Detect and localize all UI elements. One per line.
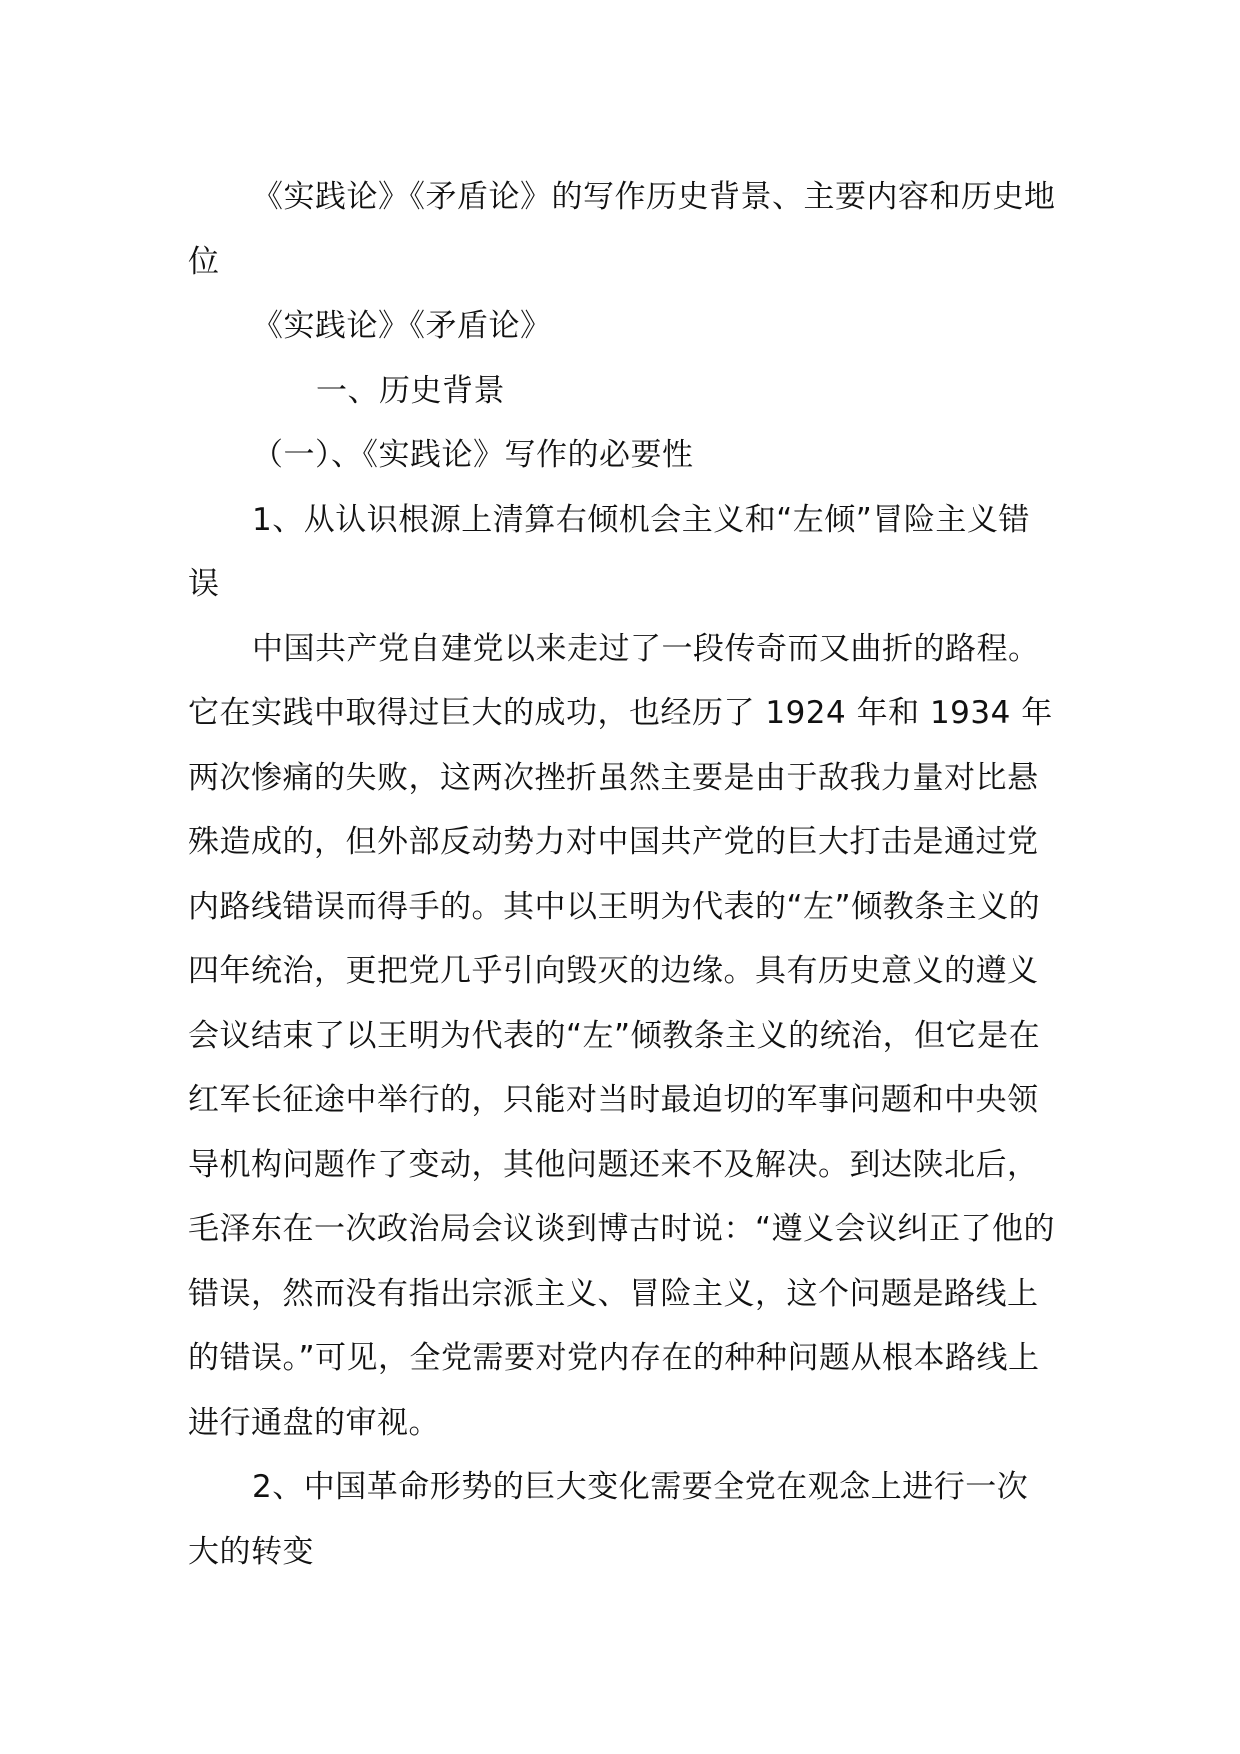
subsection-heading: （一）、《实践论》写作的必要性 xyxy=(252,437,694,473)
body-paragraph: 中国共产党自建党以来走过了一段传奇而又曲折的路程。它在实践中取得过巨大的成功，也经历了 1924 年和 1934 年两次惨痛的失败，这两次挫折虽然主要是由于敌我力量对比悬殊造成的，但外部反动势力对中国共产党的巨大打击是通过党内路线错误而得手的。其中以王明为代表的“左”倾教条主义的四年统治，更把党几乎引向毁灭的边缘。具有历史意义的遵义会议结束了以王明为代表的“左”倾教条主义的统治，但它是在红军长征途中举行的，只能对当时最迫切的军事问题和中央领导机构问题作了变动，其他问题还来不及解决。到达陕北后，毛泽东在一次政治局会议谈到博古时说：“遵义会议纠正了他的错误，然而没有指出宗派主义、冒险主义，这个问题是路线上的错误。”可见，全党需要对党内存在的种种问题从根本路线上进行通盘的审视。 xyxy=(188,630,1056,1441)
point-1-heading: 1、从认识根源上清算右倾机会主义和“左倾”冒险主义错误 xyxy=(188,501,1030,602)
point-2-heading: 2、中国革命形势的巨大变化需要全党在观念上进行一次大的转变 xyxy=(188,1469,1029,1570)
document-title: 《实践论》《矛盾论》的写作历史背景、主要内容和历史地位 xyxy=(188,179,1056,280)
document-subtitle: 《实践论》《矛盾论》 xyxy=(252,308,552,344)
document-body xyxy=(188,165,1058,1584)
section-heading: 一、历史背景 xyxy=(316,372,505,409)
